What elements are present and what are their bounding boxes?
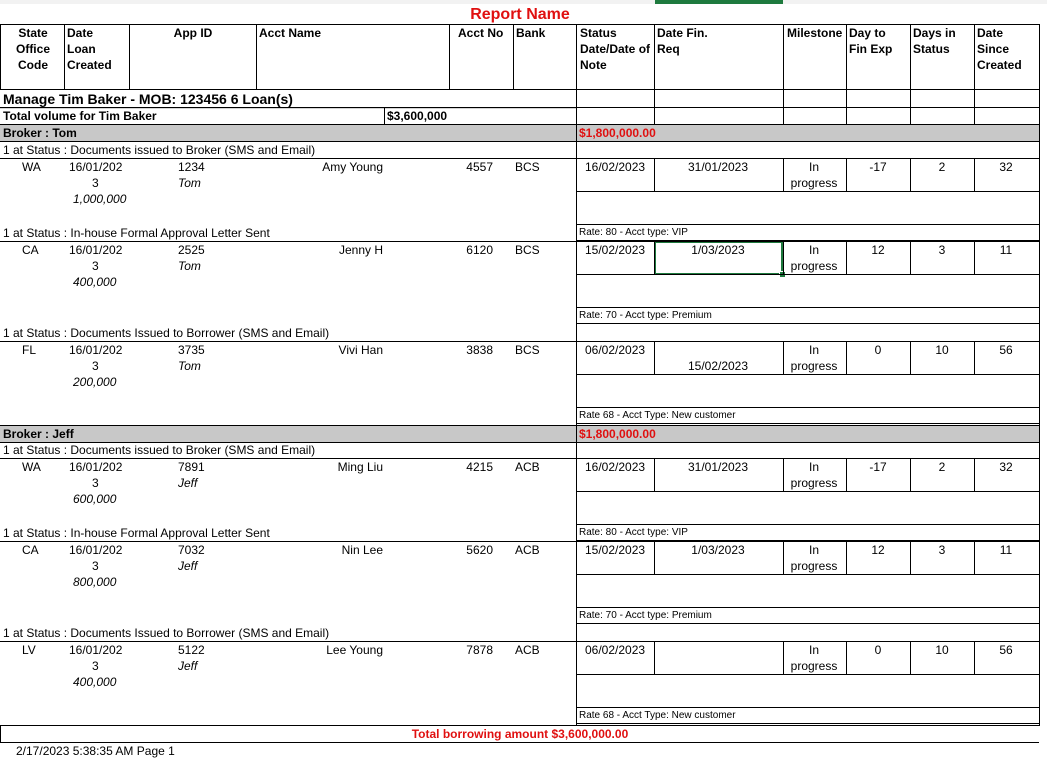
col-milestone-header: Milestone (787, 26, 843, 40)
loan-broker-name: Jeff (178, 476, 198, 490)
loan-status-date: 15/02/2023 (585, 243, 646, 257)
footer-total: Total borrowing amount $3,600,000.00 (411, 727, 629, 741)
header-column-divider (449, 24, 450, 90)
loan-status-label: 1 at Status : Documents issued to Broker (SMS and Email) (3, 443, 316, 457)
loan-amount: 400,000 (73, 675, 117, 689)
loan-date-fin: 1/03/2023 (691, 243, 745, 257)
loan-day-fin: 12 (871, 543, 885, 557)
loan-cell-bottom-border (576, 374, 1039, 375)
loan-cell-divider (654, 641, 655, 674)
loan-cell-bottom-border (576, 191, 1039, 192)
loan-cell-divider (783, 341, 784, 374)
loan-row-top-border (0, 541, 1039, 542)
loan-date-since: 32 (999, 160, 1013, 174)
loan-app-id: 5122 (178, 643, 205, 657)
loan-date-fin: 1/03/2023 (691, 543, 745, 557)
loan-cell-divider (783, 241, 784, 274)
manager-total-value: $3,600,000 (387, 109, 448, 123)
loan-amount: 400,000 (73, 275, 117, 289)
loan-cell-divider (654, 341, 655, 374)
header-column-divider (783, 24, 784, 90)
broker-amount-jeff: $1,800,000.00 (579, 427, 656, 441)
manager-row-border (0, 107, 1039, 108)
footer-bottom-border (0, 742, 1039, 743)
loan-cell-divider (654, 541, 655, 574)
loan-acct-no: 4215 (466, 460, 493, 474)
loan-acct-name: Nin Lee (341, 543, 383, 557)
col-status-date-header: Status Date/Date of Note (580, 26, 651, 72)
rate-row-bottom-border (576, 323, 1039, 324)
loan-bank: BCS (515, 243, 540, 257)
loan-acct-name: Ming Liu (337, 460, 383, 474)
loan-bank: BCS (515, 343, 540, 357)
loan-milestone-2: progress (790, 559, 838, 573)
loan-cell-divider (654, 241, 655, 274)
loan-bank: ACB (515, 543, 540, 557)
loan-date-created: 16/01/202 (69, 160, 123, 174)
broker-band-tom (0, 125, 1039, 141)
loan-cell-bottom-border (576, 574, 1039, 575)
col-day-fin-header: Day to Fin Exp (849, 26, 893, 56)
header-column-divider (654, 24, 655, 90)
loan-rate: Rate 68 - Acct Type: New customer (579, 410, 736, 421)
loan-date-fin: 31/01/2023 (687, 160, 749, 174)
broker-label-jeff: Broker : Jeff (3, 427, 74, 441)
rate-row-bottom-border (576, 723, 1039, 724)
loan-date-created-year: 3 (92, 559, 99, 573)
loan-row-top-border (0, 158, 1039, 159)
active-column-marker (655, 0, 783, 4)
loan-day-fin: 0 (874, 343, 882, 357)
loan-row-top-border (0, 341, 1039, 342)
manager-title: Manage Tim Baker - MOB: 123456 6 Loan(s) (3, 91, 293, 107)
loan-broker-name: Tom (178, 259, 201, 273)
loan-date-created-year: 3 (92, 176, 99, 190)
loan-acct-no: 6120 (466, 243, 493, 257)
col-bank-header: Bank (516, 26, 546, 40)
col-date-since-header: Date Since Created (977, 26, 1022, 72)
loan-state: WA (22, 160, 41, 174)
loan-broker-name: Jeff (178, 659, 198, 673)
loan-acct-no: 5620 (466, 543, 493, 557)
col-date-fin-header: Date Fin. Req (657, 26, 708, 56)
col-acct-name-header: Acct Name (259, 26, 322, 40)
loan-cell-divider (846, 541, 847, 574)
header-column-divider (64, 24, 65, 90)
loan-status-date: 16/02/2023 (585, 160, 646, 174)
broker-amount-tom: $1,800,000.00 (579, 126, 656, 140)
loan-date-created-year: 3 (92, 476, 99, 490)
loan-date-created: 16/01/202 (69, 243, 123, 257)
loan-rate: Rate 68 - Acct Type: New customer (579, 710, 736, 721)
header-column-divider (1039, 24, 1040, 90)
manager-row-divider (654, 89, 655, 124)
manager-row-divider (974, 89, 975, 124)
loan-rate: Rate: 70 - Acct type: Premium (579, 610, 712, 621)
loan-cell-divider (974, 158, 975, 191)
loan-cell-divider (846, 341, 847, 374)
loan-days-status: 3 (938, 243, 946, 257)
footer-top-border (0, 725, 1039, 726)
loan-cell-divider (783, 158, 784, 191)
loan-bank: ACB (515, 460, 540, 474)
loan-app-id: 2525 (178, 243, 205, 257)
loan-acct-name: Amy Young (322, 160, 383, 174)
header-column-divider (846, 24, 847, 90)
loan-date-fin: 31/01/2023 (687, 460, 749, 474)
loan-date-fin: 15/02/2023 (687, 359, 749, 373)
loan-cell-divider (910, 458, 911, 491)
loan-date-created: 16/01/202 (69, 460, 123, 474)
loan-status-date: 06/02/2023 (585, 343, 646, 357)
header-top-border (0, 24, 1039, 25)
loan-milestone-2: progress (790, 176, 838, 190)
loan-milestone: In (808, 243, 819, 257)
loan-broker-name: Tom (178, 359, 201, 373)
total-row-border (0, 124, 1039, 125)
report-title: Report Name (470, 6, 570, 23)
loan-day-fin: -17 (869, 160, 887, 174)
loan-milestone-2: progress (790, 359, 838, 373)
header-column-divider (910, 24, 911, 90)
loan-bank: ACB (515, 643, 540, 657)
loan-date-since: 56 (999, 643, 1013, 657)
loan-state: WA (22, 460, 41, 474)
loan-bank: BCS (515, 160, 540, 174)
loan-date-created: 16/01/202 (69, 543, 123, 557)
broker-band-border (0, 141, 1039, 142)
loan-broker-name: Tom (178, 176, 201, 190)
manager-row-divider (783, 89, 784, 124)
loan-date-since: 11 (999, 543, 1013, 557)
loan-status-date: 15/02/2023 (585, 543, 646, 557)
loan-row-top-border (0, 241, 1039, 242)
column-strip (0, 0, 1047, 4)
loan-cell-divider (783, 458, 784, 491)
col-date-created-header: Date Loan Created (67, 26, 112, 72)
loan-row-top-border (0, 458, 1039, 459)
loan-acct-name: Lee Young (326, 643, 383, 657)
loan-acct-name: Vivi Han (338, 343, 383, 357)
loan-cell-bottom-border (576, 274, 1039, 275)
loan-milestone: In (808, 543, 819, 557)
rate-row-bottom-border (576, 423, 1039, 424)
loan-state: FL (22, 343, 37, 357)
loan-days-status: 10 (935, 343, 949, 357)
loan-date-created: 16/01/202 (69, 343, 123, 357)
loan-cell-divider (910, 341, 911, 374)
loan-cell-bottom-border (576, 491, 1039, 492)
loan-cell-divider (974, 458, 975, 491)
loan-cell-divider (846, 641, 847, 674)
loan-days-status: 2 (938, 160, 946, 174)
header-column-divider (974, 24, 975, 90)
loan-app-id: 3735 (178, 343, 205, 357)
col-acct-no-header: Acct No (458, 26, 504, 40)
loan-cell-divider (654, 458, 655, 491)
loan-day-fin: 0 (874, 643, 882, 657)
footer-timestamp: 2/17/2023 5:38:35 AM Page 1 (16, 744, 175, 758)
loan-app-id: 1234 (178, 160, 205, 174)
loan-rate: Rate: 70 - Acct type: Premium (579, 310, 712, 321)
loan-status-label: 1 at Status : Documents issued to Broker (SMS and Email) (3, 143, 316, 157)
loan-milestone: In (808, 460, 819, 474)
loan-acct-no: 3838 (466, 343, 493, 357)
loan-rate: Rate: 80 - Acct type: VIP (579, 227, 688, 238)
loan-cell-divider (783, 641, 784, 674)
right-border (1039, 89, 1040, 726)
loan-cell-divider (783, 541, 784, 574)
loan-date-created: 16/01/202 (69, 643, 123, 657)
loan-cell-bottom-border (576, 674, 1039, 675)
loan-cell-divider (910, 641, 911, 674)
loan-row-top-border (0, 641, 1039, 642)
loan-days-status: 10 (935, 643, 949, 657)
loan-milestone-2: progress (790, 476, 838, 490)
loan-status-date: 16/02/2023 (585, 460, 646, 474)
rate-row-bottom-border (576, 623, 1039, 624)
loan-status-label: 1 at Status : Documents Issued to Borrower (SMS and Email) (3, 626, 330, 640)
loan-cell-divider (974, 241, 975, 274)
header-column-divider (129, 24, 130, 90)
footer-left-border (0, 725, 1, 742)
loan-app-id: 7891 (178, 460, 205, 474)
loan-cell-divider (910, 241, 911, 274)
loan-acct-no: 7878 (466, 643, 493, 657)
loan-cell-divider (974, 541, 975, 574)
loan-status-label: 1 at Status : Documents Issued to Borrower (SMS and Email) (3, 326, 330, 340)
manager-row-divider (846, 89, 847, 124)
loan-broker-name: Jeff (178, 559, 198, 573)
col-days-status-header: Days in Status (913, 26, 956, 56)
loan-acct-name: Jenny H (338, 243, 383, 257)
loan-state: LV (22, 643, 36, 657)
loan-cell-divider (654, 158, 655, 191)
loan-cell-divider (974, 641, 975, 674)
loan-cell-divider (910, 541, 911, 574)
loan-amount: 800,000 (73, 575, 117, 589)
loan-status-label: 1 at Status : In-house Formal Approval Letter Sent (3, 226, 270, 240)
broker-label-tom: Broker : Tom (3, 126, 77, 140)
header-bottom-border (0, 89, 1039, 90)
loan-date-created-year: 3 (92, 259, 99, 273)
loan-milestone-2: progress (790, 659, 838, 673)
manager-total-label: Total volume for Tim Baker (3, 109, 157, 123)
header-left-border (0, 24, 1, 90)
loan-day-fin: -17 (869, 460, 887, 474)
col-app-id-header: App ID (173, 26, 213, 40)
loan-rate: Rate: 80 - Acct type: VIP (579, 527, 688, 538)
loan-date-since: 56 (999, 343, 1013, 357)
loan-date-created-year: 3 (92, 359, 99, 373)
loan-cell-divider (910, 158, 911, 191)
loan-cell-divider (846, 158, 847, 191)
col-state-header: State Office Code (15, 26, 50, 72)
header-column-divider (576, 24, 577, 90)
loan-state: CA (22, 543, 39, 557)
loan-day-fin: 12 (871, 243, 885, 257)
manager-row-divider (910, 89, 911, 124)
loan-cell-divider (974, 341, 975, 374)
header-column-divider (256, 24, 257, 90)
loan-milestone: In (808, 160, 819, 174)
total-cell-divider (384, 107, 385, 124)
loan-date-since: 32 (999, 460, 1013, 474)
loan-cell-divider (846, 241, 847, 274)
loan-amount: 200,000 (73, 375, 117, 389)
loan-amount: 600,000 (73, 492, 117, 506)
loan-date-since: 11 (999, 243, 1013, 257)
loan-app-id: 7032 (178, 543, 205, 557)
loan-days-status: 3 (938, 543, 946, 557)
broker-band-border (0, 425, 1039, 426)
loan-date-created-year: 3 (92, 659, 99, 673)
loan-milestone: In (808, 343, 819, 357)
loan-amount: 1,000,000 (73, 192, 127, 206)
loan-state: CA (22, 243, 39, 257)
loan-acct-no: 4557 (466, 160, 493, 174)
loan-cell-divider (846, 458, 847, 491)
header-column-divider (513, 24, 514, 90)
loan-status-date: 06/02/2023 (585, 643, 646, 657)
loan-status-label: 1 at Status : In-house Formal Approval Letter Sent (3, 526, 270, 540)
loan-milestone-2: progress (790, 259, 838, 273)
loan-milestone: In (808, 643, 819, 657)
broker-band-jeff (0, 426, 1039, 442)
loan-days-status: 2 (938, 460, 946, 474)
